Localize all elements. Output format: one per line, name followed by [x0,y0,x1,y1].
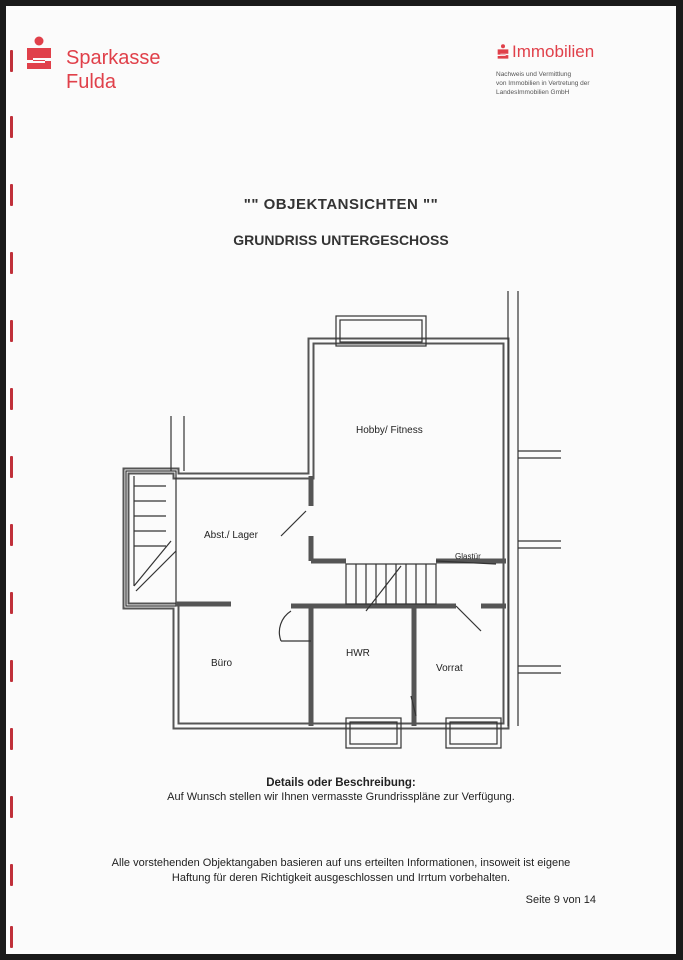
binding-marks [10,36,14,954]
details-title: Details oder Beschreibung: [266,777,416,789]
sub-line-2: von Immobilien in Vertretung der [496,80,590,87]
immobilien-logo [496,42,636,97]
page-heading: "" OBJEKTANSICHTEN "" [243,196,439,213]
room-vorrat-label: Vorrat [436,663,463,674]
sub-line-1: Nachweis und Vermittlung [496,71,572,78]
details-section [6,776,676,804]
room-hobby-label: Hobby/ Fitness [356,425,423,436]
sparkasse-name [66,46,161,94]
room-hwr-label: HWR [346,648,370,659]
floor-plan [116,286,576,756]
immobilien-brand: Immobilien [512,42,595,61]
document-page [6,6,676,954]
room-buero-label: Büro [211,658,233,669]
sparkasse-s-icon [24,36,54,72]
logo-line-2: Fulda [66,71,117,93]
page-number: Seite 9 von 14 [525,894,596,906]
immobilien-subtitle [496,70,636,97]
disclaimer-line-1: Alle vorstehenden Objektangaben basieren auf uns erteilten Informationen, insoweit ist eigene [111,857,571,869]
disclaimer [6,856,676,886]
room-abst-label: Abst./ Lager [204,530,258,541]
sub-line-3: LandesImmobilien GmbH [496,89,570,96]
disclaimer-line-2: Haftung für deren Richtigkeit ausgeschlossen und Irrtum vorbehalten. [171,872,511,884]
glastuer-label: Glastür [455,552,481,561]
details-text: Auf Wunsch stellen wir Ihnen vermasste Grundrisspläne zur Verfügung. [167,791,515,803]
page-subheading: GRUNDRISS UNTERGESCHOSS [233,232,449,248]
logo-line-1: Sparkasse [66,47,161,69]
sparkasse-s-icon [496,44,510,60]
